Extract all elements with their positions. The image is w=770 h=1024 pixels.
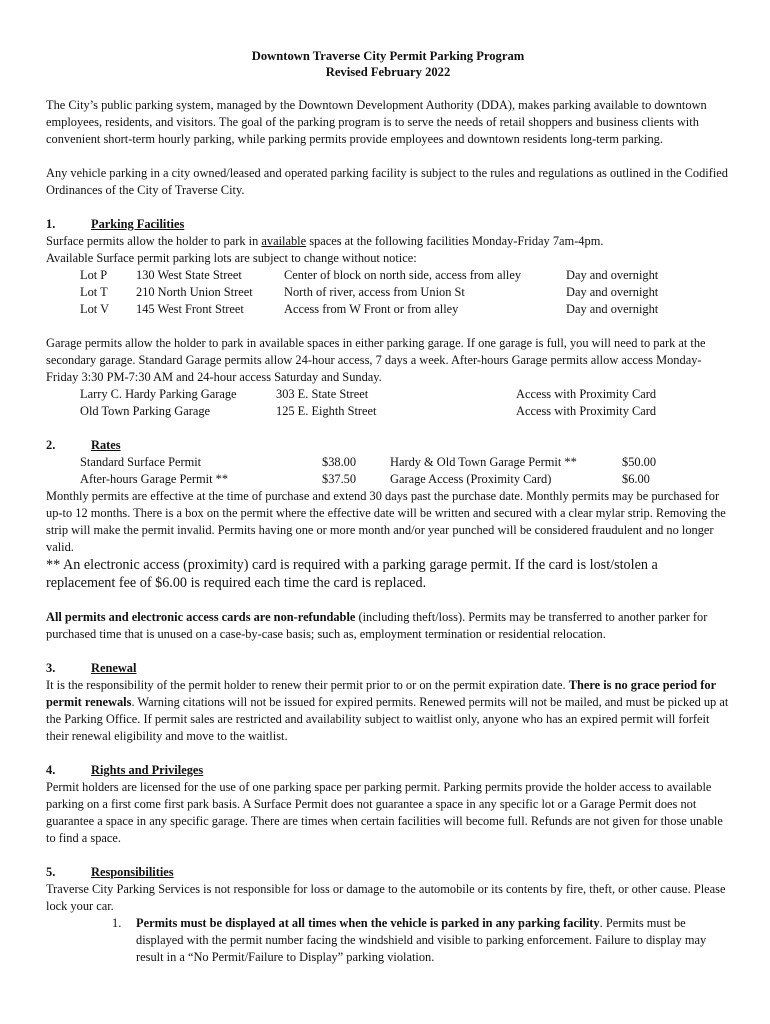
section-number: 3. — [46, 661, 56, 675]
table-row — [80, 386, 656, 403]
proximity-card-note: ** An electronic access (proximity) card is required with a parking garage permit. If the card is lost/stolen a replacement fee of $6.00 is required each time the card is replaced. — [46, 557, 658, 591]
list-item-bold-text: Permits must be displayed at all times when the vehicle is parked in any parking facility — [136, 916, 600, 930]
garage-access: Access with Proximity Card — [516, 404, 657, 418]
lot-access: Center of block on north side, access from alley — [284, 268, 522, 282]
lot-access: Access from W Front or from alley — [284, 302, 459, 316]
garages-table — [80, 386, 656, 420]
rate-price: $50.00 — [622, 455, 657, 469]
lot-name: Lot P — [80, 268, 108, 282]
surface-lots-note: Available Surface permit parking lots are subject to change without notice: — [46, 251, 417, 265]
list-item — [112, 915, 730, 966]
intro-paragraph-1: The City’s public parking system, managed by the Downtown Development Authority (DDA), makes parking available to downtown employees, residents, and visitors. The goal of the parking program is to serve the needs of retail shoppers and business clients with convenient short-term hourly parking, while parking permits provide employees and downtown residents long-term parking. — [46, 98, 707, 146]
text-run: Surface permits allow the holder to park in — [46, 234, 262, 248]
table-row — [80, 454, 656, 471]
text-run: It is the responsibility of the permit holder to renew their permit prior to or on the permit expiration date. — [46, 678, 569, 692]
garage-address: 303 E. State Street — [276, 387, 369, 401]
surface-lots-table — [80, 267, 658, 318]
lot-hours: Day and overnight — [566, 285, 659, 299]
lot-name: Lot V — [80, 302, 110, 316]
section-number: 4. — [46, 763, 56, 777]
lot-address: 210 North Union Street — [136, 285, 253, 299]
section-title: Renewal — [91, 661, 137, 675]
intro-paragraph-2: Any vehicle parking in a city owned/leased and operated parking facility is subject to the rules and regulations as outlined in the Codified Ordinances of the City of Traverse City. — [46, 166, 728, 197]
rate-price: $38.00 — [322, 455, 357, 469]
section-4-heading — [46, 762, 730, 779]
lot-hours: Day and overnight — [566, 268, 659, 282]
text-run: (including theft/loss). Permits may be transferred to another parker for purchased time that is unused on a case-by-case basis; such as, employment termination or residential relocation. — [46, 610, 708, 641]
list-item-number: 1. — [112, 916, 122, 930]
section-title: Rights and Privileges — [91, 763, 204, 777]
refund-bold-text: All permits and electronic access cards are non-refundable — [46, 610, 356, 624]
table-row — [80, 267, 658, 284]
rate-price: $37.50 — [322, 472, 357, 486]
table-row — [80, 284, 658, 301]
surface-permits-text — [46, 233, 730, 250]
document-page — [46, 48, 730, 966]
monthly-permits-text: Monthly permits are effective at the time of purchase and extend 30 days past the purchase date. Monthly permits may be purchased for up-to 12 months. There is a box on the permit where the effective date will be written and secured with a clear mylar strip. Removing the strip will make the permit invalid. Permits having one or more month and/or year punched will be considered fraudulent and no longer valid. — [46, 489, 726, 554]
underlined-word: available — [261, 234, 307, 248]
renewal-text — [46, 677, 730, 745]
section-title: Rates — [91, 438, 121, 452]
table-row — [80, 301, 658, 318]
section-number: 2. — [46, 438, 56, 452]
lot-address: 145 West Front Street — [136, 302, 244, 316]
responsibilities-list — [46, 915, 730, 966]
section-title: Responsibilities — [91, 865, 174, 879]
garage-address: 125 E. Eighth Street — [276, 404, 377, 418]
rate-name: Standard Surface Permit — [80, 455, 202, 469]
rate-name: Garage Access (Proximity Card) — [390, 472, 552, 486]
text-run: . Permits must be displayed with the permit number facing the windshield and visible to parking enforcement. Failure to display may result in a “No Permit/Failure to Display” parking violation. — [136, 916, 707, 964]
document-revised-date: Revised February 2022 — [325, 65, 451, 79]
lot-name: Lot T — [80, 285, 108, 299]
section-number: 5. — [46, 865, 56, 879]
text-run: spaces at the following facilities Monday-Friday 7am-4pm. — [306, 234, 604, 248]
section-5-heading — [46, 864, 730, 881]
document-title: Downtown Traverse City Permit Parking Program — [251, 49, 525, 63]
lot-address: 130 West State Street — [136, 268, 242, 282]
garage-name: Old Town Parking Garage — [80, 404, 211, 418]
list-item-text — [136, 915, 730, 966]
rate-name: Hardy & Old Town Garage Permit ** — [390, 455, 577, 469]
renewal-bold-text: There is no grace period for permit renewals — [46, 678, 716, 709]
garage-name: Larry C. Hardy Parking Garage — [80, 387, 237, 401]
rights-privileges-text: Permit holders are licensed for the use of one parking space per parking permit. Parking permits provide the holder access to available parking on a first come first park basis. A Surface Permit does not guarantee a space in any specific lot or a Garage Permit does not guarantee a space in any specific garage. There are times when certain facilities will become full. Refunds are not given for those unable to find a space. — [46, 780, 723, 845]
section-3-heading — [46, 660, 730, 677]
rates-table — [80, 454, 656, 488]
text-run: . Warning citations will not be issued for expired permits. Renewed permits will not be mailed, and must be picked up at the Parking Office. If permit sales are restricted and availability subject to waitlist only, anyone who has an expired permit will forfeit their renewal eligibility and move to the waitlist. — [46, 695, 729, 743]
lot-hours: Day and overnight — [566, 302, 659, 316]
section-1-heading — [46, 216, 730, 233]
garage-access: Access with Proximity Card — [516, 387, 657, 401]
lot-access: North of river, access from Union St — [284, 285, 465, 299]
section-2-heading — [46, 437, 730, 454]
refund-policy-text — [46, 609, 730, 643]
responsibilities-text: Traverse City Parking Services is not responsible for loss or damage to the automobile or its contents by fire, theft, or other cause. Please lock your car. — [46, 882, 726, 913]
table-row — [80, 471, 656, 488]
section-number: 1. — [46, 217, 56, 231]
garage-permits-text: Garage permits allow the holder to park in available spaces in either parking garage. If one garage is full, you will need to park at the secondary garage. Standard Garage permits allow 24-hour access, 7 days a week. After-hours Garage permits allow access Monday-Friday 3:30 PM-7:30 AM and 24-hour access Saturday and Sunday. — [46, 336, 706, 384]
rate-price: $6.00 — [622, 472, 650, 486]
rate-name: After-hours Garage Permit ** — [80, 472, 229, 486]
table-row — [80, 403, 656, 420]
section-title: Parking Facilities — [91, 217, 185, 231]
